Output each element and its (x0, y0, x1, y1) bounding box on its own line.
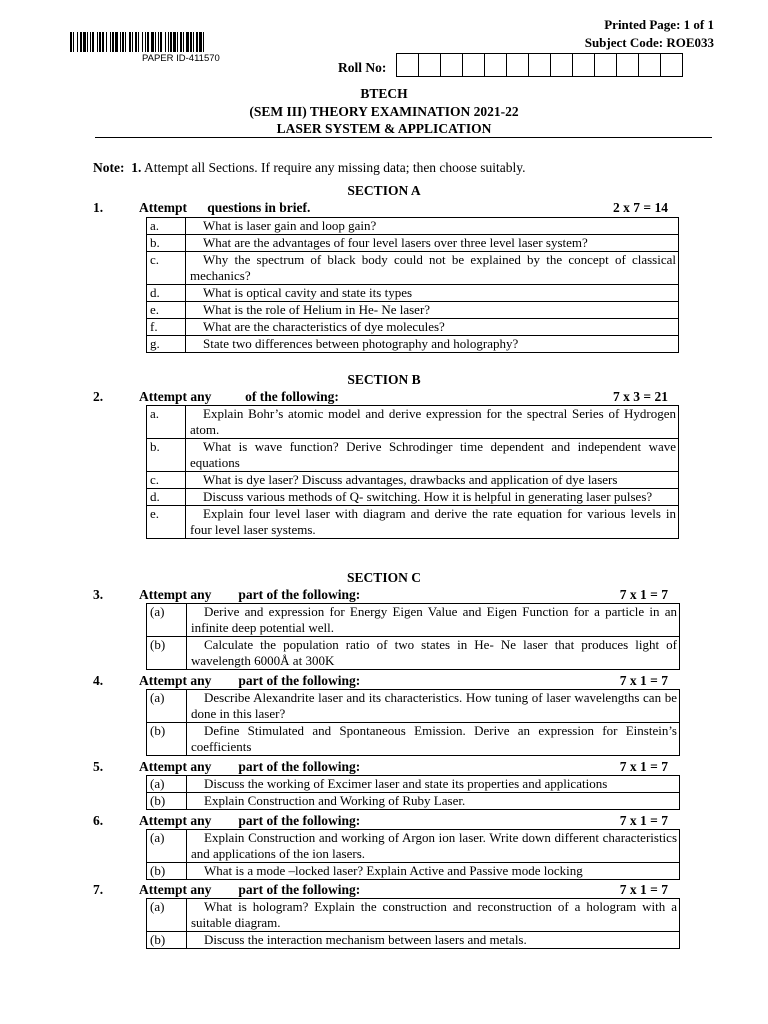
subject-title: LASER SYSTEM & APPLICATION (276, 121, 492, 136)
exam-title: (SEM III) THEORY EXAMINATION 2021-22 (249, 104, 519, 119)
question-item-text (186, 235, 679, 252)
roll-no-box (550, 53, 573, 77)
question-item-text (186, 285, 679, 302)
question-item-label: (a) (147, 899, 187, 932)
question-item (147, 218, 679, 235)
question-marks: 7 x 1 = 7 (619, 759, 668, 774)
question-3-table (146, 603, 680, 670)
question-item (147, 776, 680, 793)
question-item-text (186, 489, 679, 506)
roll-no-box (638, 53, 661, 77)
roll-no-box (528, 53, 551, 77)
question-item (147, 439, 679, 472)
question-item-label: a. (147, 406, 186, 439)
question-text: Why the spectrum of black body could not be explained by the concept of classical mechanics? (190, 252, 676, 283)
roll-no-box (462, 53, 485, 77)
question-item-text (186, 506, 679, 539)
question-text: What is dye laser? Discuss advantages, drawbacks and application of dye lasers (203, 472, 618, 487)
question-item-text (187, 830, 680, 863)
question-instruction: Attempt any part of the following: (139, 673, 361, 688)
paper-id: PAPER ID-411570 (142, 53, 220, 64)
question-item-label: d. (147, 489, 186, 506)
roll-no-box (484, 53, 507, 77)
question-text: What are the characteristics of dye molecules? (203, 319, 445, 334)
section-b-heading: SECTION B (347, 372, 421, 387)
barcode (70, 32, 298, 52)
question-text: Discuss various methods of Q- switching. How it is helpful in generating laser pulses? (203, 489, 653, 504)
question-text: What are the advantages of four level lasers over three level laser system? (203, 235, 588, 250)
section-c-heading: SECTION C (347, 570, 421, 585)
question-item-text (187, 723, 680, 756)
section-a-heading: SECTION A (347, 183, 421, 198)
question-item-text (187, 793, 680, 810)
note-text: Attempt all Sections. If require any missing data; then choose suitably. (144, 160, 526, 175)
question-item-text (187, 604, 680, 637)
roll-no-boxes (397, 53, 683, 77)
question-item-text (187, 637, 680, 670)
question-item (147, 489, 679, 506)
question-1-table (146, 217, 679, 353)
question-item (147, 336, 679, 353)
question-marks: 7 x 1 = 7 (619, 813, 668, 828)
degree-title: BTECH (360, 86, 408, 101)
question-1-heading (93, 200, 668, 216)
question-item-text (186, 406, 679, 439)
question-5-table (146, 775, 680, 810)
printed-page: Printed Page: 1 of 1 (604, 17, 714, 32)
question-number: 7. (93, 882, 104, 897)
roll-no-label: Roll No: (338, 60, 387, 75)
question-item-label: (a) (147, 690, 187, 723)
question-item (147, 604, 680, 637)
question-item-label: e. (147, 302, 186, 319)
question-marks: 7 x 1 = 7 (619, 673, 668, 688)
question-number: 5. (93, 759, 104, 774)
question-number: 2. (93, 389, 104, 404)
question-item-label: (b) (147, 793, 187, 810)
question-item (147, 406, 679, 439)
question-item-text (187, 690, 680, 723)
question-item-label: (a) (147, 830, 187, 863)
question-item (147, 472, 679, 489)
question-item (147, 690, 680, 723)
question-instruction: Attempt questions in brief. (139, 200, 311, 215)
roll-no-box (396, 53, 419, 77)
subject-code: Subject Code: ROE033 (584, 35, 714, 50)
question-item-label: g. (147, 336, 186, 353)
question-text: Explain four level laser with diagram and derive the rate equation for various levels in four level laser systems. (190, 506, 676, 537)
question-text: Discuss the working of Excimer laser and state its properties and applications (204, 776, 608, 791)
roll-no-box (572, 53, 595, 77)
question-text: What is the role of Helium in He- Ne laser? (203, 302, 431, 317)
note (93, 160, 526, 176)
question-3-heading (93, 587, 668, 603)
note-label: Note: (93, 160, 125, 175)
question-text: Explain Bohr’s atomic model and derive expression for the spectral Series of Hydrogen atom. (190, 406, 676, 437)
roll-no-box (440, 53, 463, 77)
question-instruction: Attempt any part of the following: (139, 587, 361, 602)
question-item-text (186, 472, 679, 489)
question-item (147, 506, 679, 539)
question-6-heading (93, 813, 668, 829)
question-item-label: b. (147, 235, 186, 252)
question-text: Explain Construction and Working of Ruby Laser. (204, 793, 466, 808)
question-item-label: (a) (147, 604, 187, 637)
question-item (147, 319, 679, 336)
question-item-text (187, 899, 680, 932)
question-item (147, 793, 680, 810)
note-number: 1. (131, 160, 142, 175)
question-item-text (186, 319, 679, 336)
question-6-table (146, 829, 680, 880)
question-item-label: (b) (147, 932, 187, 949)
question-item-text (187, 863, 680, 880)
question-item-label: (b) (147, 863, 187, 880)
question-text: What is optical cavity and state its types (203, 285, 413, 300)
title-divider (95, 137, 712, 138)
question-marks: 7 x 1 = 7 (619, 587, 668, 602)
question-text: Discuss the interaction mechanism between lasers and metals. (204, 932, 527, 947)
question-item (147, 723, 680, 756)
question-4-table (146, 689, 680, 756)
question-item-text (187, 932, 680, 949)
question-instruction: Attempt any part of the following: (139, 813, 361, 828)
question-7-heading (93, 882, 668, 898)
question-number: 3. (93, 587, 104, 602)
question-instruction: Attempt any of the following: (139, 389, 339, 404)
question-text: Define Stimulated and Spontaneous Emission. Derive an expression for Einstein’s coefficients (191, 723, 677, 754)
question-text: What is hologram? Explain the construction and reconstruction of a hologram with a suitable diagram. (191, 899, 677, 930)
question-item-text (186, 252, 679, 285)
question-instruction: Attempt any part of the following: (139, 882, 361, 897)
question-number: 4. (93, 673, 104, 688)
roll-no-box (594, 53, 617, 77)
question-text: Explain Construction and working of Argon ion laser. Write down different characteristics and applications of the ion lasers. (191, 830, 677, 861)
question-2-heading (93, 389, 668, 405)
question-item (147, 235, 679, 252)
question-item (147, 302, 679, 319)
question-4-heading (93, 673, 668, 689)
question-text: Calculate the population ratio of two states in He- Ne laser that produces light of wavelength 6000Å at 300K (191, 637, 677, 668)
question-item-text (186, 439, 679, 472)
question-item (147, 285, 679, 302)
question-marks: 2 x 7 = 14 (613, 200, 668, 215)
question-item-label: (a) (147, 776, 187, 793)
question-item-label: (b) (147, 723, 187, 756)
question-item-label: c. (147, 472, 186, 489)
question-item-label: e. (147, 506, 186, 539)
question-item (147, 899, 680, 932)
roll-no-box (660, 53, 683, 77)
question-5-heading (93, 759, 668, 775)
question-item-text (187, 776, 680, 793)
question-item-text (186, 302, 679, 319)
question-marks: 7 x 3 = 21 (613, 389, 668, 404)
roll-no-box (418, 53, 441, 77)
question-text: State two differences between photography and holography? (203, 336, 519, 351)
question-item (147, 637, 680, 670)
question-text: What is wave function? Derive Schrodinger time dependent and independent wave equations (190, 439, 676, 470)
question-item (147, 863, 680, 880)
question-text: What is laser gain and loop gain? (203, 218, 377, 233)
question-item-label: f. (147, 319, 186, 336)
question-text: Derive and expression for Energy Eigen Value and Eigen Function for a particle in an infinite deep potential well. (191, 604, 677, 635)
question-item (147, 830, 680, 863)
question-number: 6. (93, 813, 104, 828)
question-marks: 7 x 1 = 7 (619, 882, 668, 897)
question-item-text (186, 218, 679, 235)
question-item-label: d. (147, 285, 186, 302)
roll-no-box (616, 53, 639, 77)
question-instruction: Attempt any part of the following: (139, 759, 361, 774)
question-text: Describe Alexandrite laser and its characteristics. How tuning of laser wavelengths can be done in this laser? (191, 690, 677, 721)
question-7-table (146, 898, 680, 949)
question-item-label: a. (147, 218, 186, 235)
question-text: What is a mode –locked laser? Explain Active and Passive mode locking (204, 863, 583, 878)
question-item (147, 252, 679, 285)
question-item-label: b. (147, 439, 186, 472)
question-2-table (146, 405, 679, 539)
question-number: 1. (93, 200, 104, 215)
question-item (147, 932, 680, 949)
question-item-label: c. (147, 252, 186, 285)
question-item-label: (b) (147, 637, 187, 670)
question-item-text (186, 336, 679, 353)
roll-no-box (506, 53, 529, 77)
